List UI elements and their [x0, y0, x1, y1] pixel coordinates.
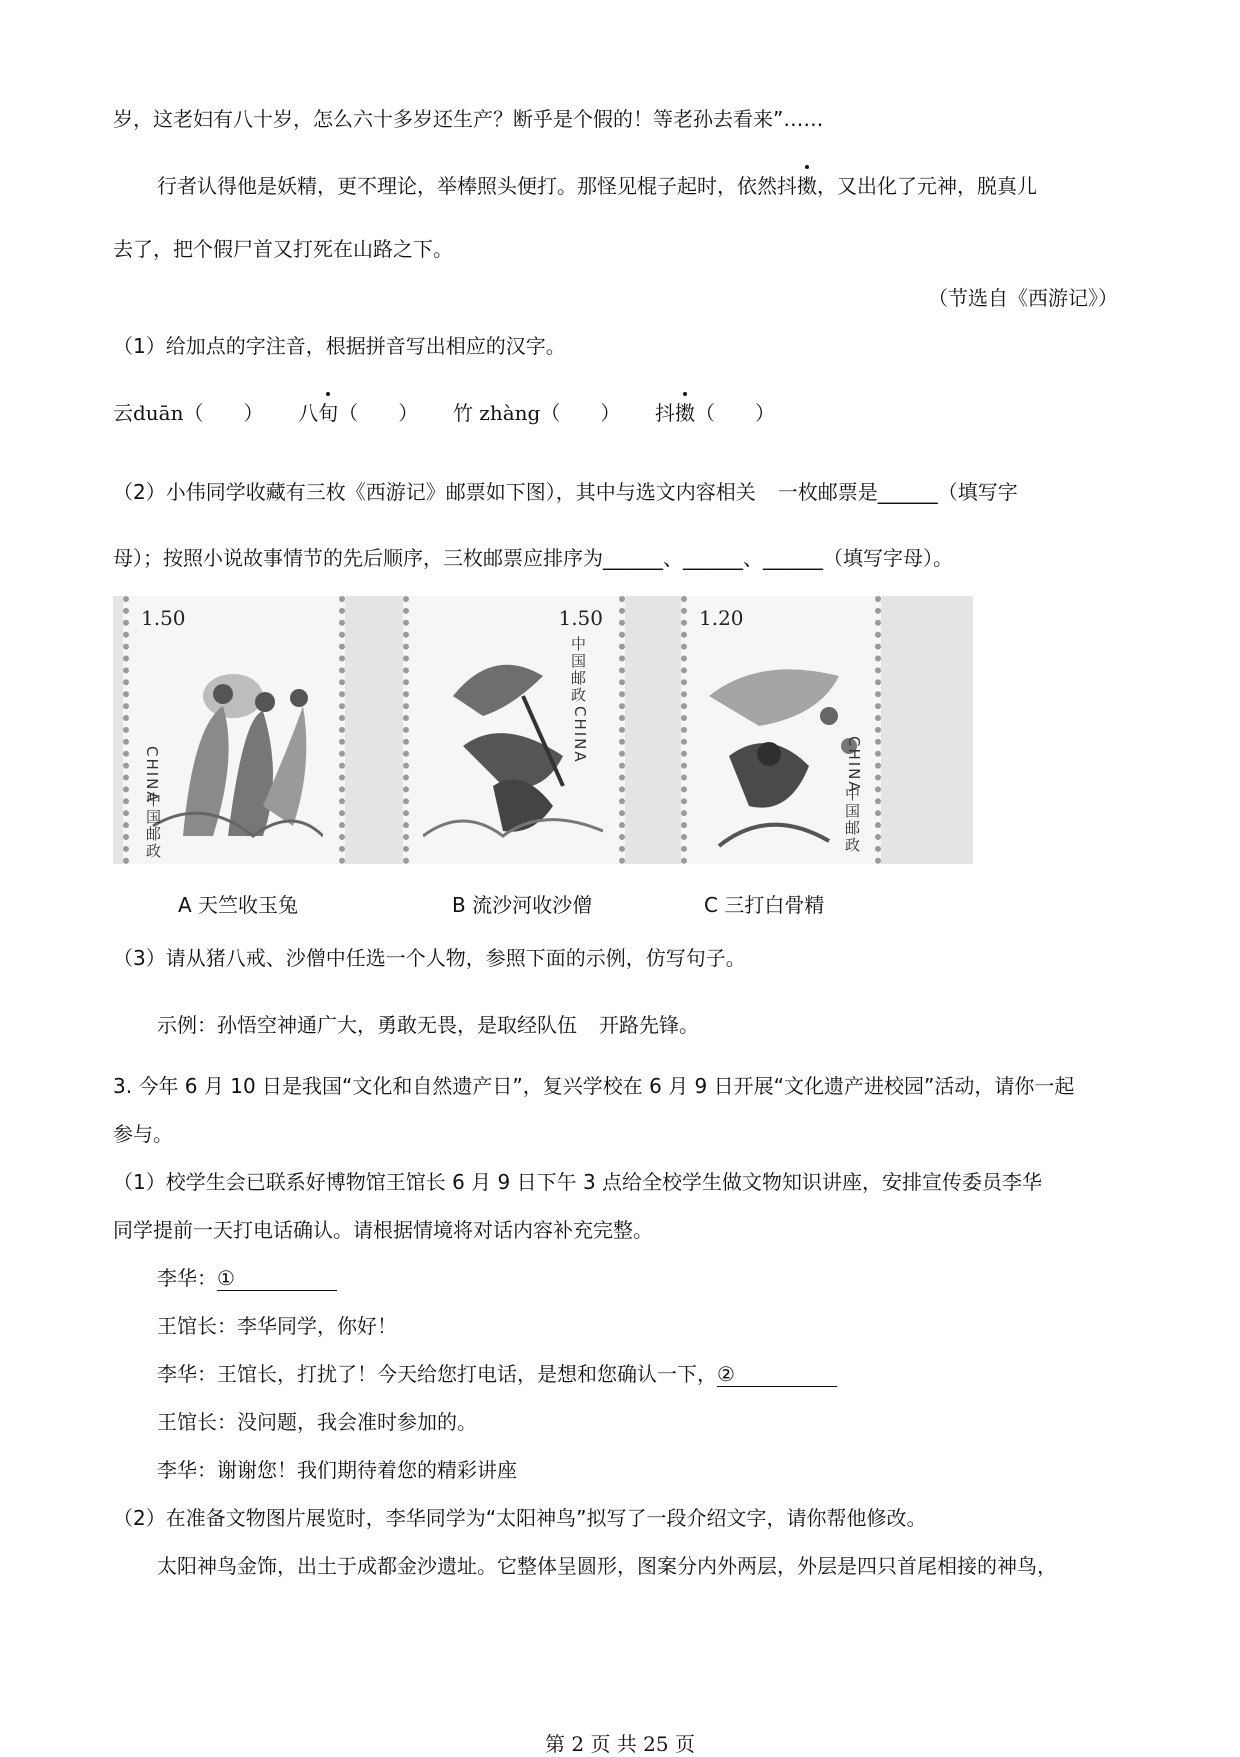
stamp-c-denomination: 1.20 [699, 606, 744, 630]
dialogue-5: 李华：谢谢您！我们期待着您的精彩讲座 [157, 1458, 517, 1482]
stamp-b-latin: CHINA [571, 706, 589, 764]
q1-item-4-answer: （ ） [695, 401, 776, 425]
q3-example-a: 示例：孙悟空神通广大，勇敢无畏，是取经队伍 [157, 1013, 577, 1037]
q1-item-3-answer: （ ） [540, 401, 621, 425]
stamp-c-latin: CHINA [845, 736, 863, 794]
stamp-b-caption: B 流沙河收沙僧 [452, 893, 593, 917]
q1-item-1-pinyin: duān [133, 401, 184, 425]
question3-sub1-line-1: （1）校学生会已联系好博物馆王馆长 6 月 9 日下午 3 点给全校学生做文物知识讲座，安排宣传委员李华 [113, 1170, 1043, 1194]
answer-blank-2[interactable]: ② [717, 1362, 837, 1387]
stamp-c-caption: C 三打白骨精 [704, 893, 825, 917]
q3-prompt: （3）请从猪八戒、沙僧中任选一个人物，参照下面的示例，仿写句子。 [113, 946, 746, 970]
q1-item-3-pinyin: zhàng [479, 401, 541, 425]
dialogue-4: 王馆长：没问题，我会准时参加的。 [157, 1410, 477, 1434]
dialogue-2: 王馆长：李华同学，你好！ [157, 1314, 397, 1338]
q1-items [113, 401, 775, 425]
stamp-a-latin: CHINA [143, 746, 161, 804]
passage-line-1: 岁，这老妇有八十岁，怎么六十多岁还生产？断乎是个假的！等老孙去看来”…… [113, 107, 824, 131]
q1-item-2-char: 八 [298, 401, 319, 425]
stamp-b-denomination: 1.50 [558, 606, 603, 630]
stamp-c [681, 596, 881, 864]
q1-item-1-char: 云 [113, 401, 133, 425]
q1-item-2-answer: （ ） [338, 401, 419, 425]
answer-blank-1[interactable]: ① [217, 1266, 337, 1291]
q2-line-1-b: 一枚邮票是______（填写字 [777, 480, 1018, 504]
q2-line-2: 母）；按照小说故事情节的先后顺序，三枚邮票应排序为______、______、______（填写字母）。 [113, 546, 953, 570]
question3-sub2: （2）在准备文物图片展览时，李华同学为“太阳神鸟”拟写了一段介绍文字，请你帮他修改。 [113, 1506, 927, 1530]
passage-source: （节选自《西游记》） [928, 286, 1118, 310]
passage-line-3: 去了，把个假尸首又打死在山路之下。 [113, 237, 453, 261]
stamp-a-caption: A 天竺收玉兔 [178, 893, 299, 917]
q3-example [157, 1013, 699, 1037]
passage-line-2-end: ，又出化了元神，脱真儿 [817, 174, 1037, 198]
page-footer: 第 2 页 共 25 页 [545, 1732, 695, 1756]
q1-item-4-char: 抖 [655, 401, 676, 425]
question3-sub2-text: 太阳神鸟金饰，出土于成都金沙遗址。它整体呈圆形，图案分内外两层，外层是四只首尾相接的神鸟， [157, 1554, 1057, 1578]
q2-line-1-a: （2）小伟同学收藏有三枚《西游记》邮票如下图），其中与选文内容相关 [113, 480, 756, 504]
question3-sub1-line-2: 同学提前一天打电话确认。请根据情境将对话内容补充完整。 [113, 1218, 653, 1242]
q1-item-4-dotted: 擞 [675, 401, 696, 425]
q3-example-b: 开路先锋。 [599, 1013, 699, 1037]
q1-item-1-answer: （ ） [183, 401, 264, 425]
q1-item-2-dotted: 旬 [318, 401, 339, 425]
dialogue-1 [157, 1266, 337, 1291]
passage-line-2-start: 行者认得他是妖精，更不理论，举棒照头便打。那怪见棍子起时，依然抖 [157, 174, 797, 198]
stamp-a [123, 596, 345, 864]
stamp-b [403, 596, 625, 864]
stamp-a-denomination: 1.50 [141, 606, 186, 630]
dialogue-1-speaker: 李华： [157, 1266, 217, 1290]
dialogue-3 [157, 1362, 837, 1387]
question3-intro-line-2: 参与。 [113, 1122, 173, 1146]
stamp-a-illustration [143, 636, 323, 846]
stamps-image [113, 596, 973, 864]
q2-line-1 [113, 480, 1018, 504]
q1-item-3-char: 竹 [452, 401, 473, 425]
stamp-a-country: 中国邮政 [144, 792, 162, 860]
stamp-b-country: 中国邮政 [569, 636, 587, 704]
dialogue-3-text: 李华：王馆长，打扰了！今天给您打电话，是想和您确认一下， [157, 1362, 717, 1386]
q1-prompt: （1）给加点的字注音，根据拼音写出相应的汉字。 [113, 334, 566, 358]
passage-line-2 [157, 174, 1037, 198]
question3-intro-line-1: 3. 今年 6 月 10 日是我国“文化和自然遗产日”，复兴学校在 6 月 9 日开展“文化遗产进校园”活动，请你一起 [113, 1074, 1075, 1098]
stamp-c-country: 中国邮政 [843, 786, 861, 854]
dotted-char: 擞 [797, 174, 817, 198]
